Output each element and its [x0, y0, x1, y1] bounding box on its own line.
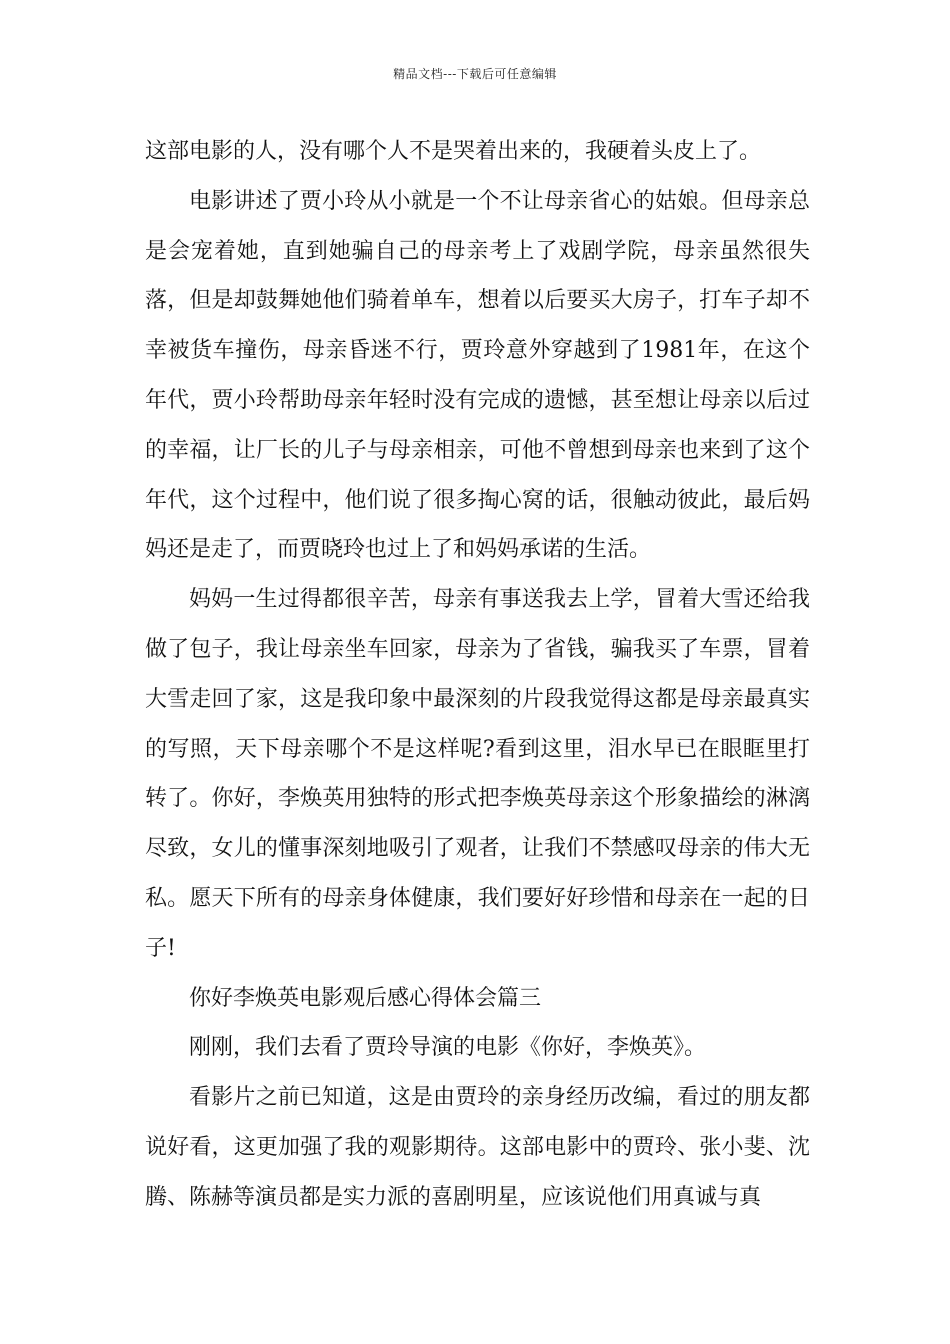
paragraph-plot-summary: 电影讲述了贾小玲从小就是一个不让母亲省心的姑娘。但母亲总是会宠着她，直到她骗自己的母亲考上了戏剧学院，母亲虽然很失落，但是却鼓舞她他们骑着单车，想着以后要买大房子，打车子却不幸被货车撞伤，母亲昏迷不行，贾玲意外穿越到了1981年，在这个年代，贾小玲帮助母亲年轻时没有完成的遗憾，甚至想让母亲以后过的幸福，让厂长的儿子与母亲相亲，可他不曾想到母亲也来到了这个年代，这个过程中，他们说了很多掏心窝的话，很触动彼此，最后妈妈还是走了，而贾晓玲也过上了和妈妈承诺的生活。: [145, 188, 810, 563]
paragraph-continuation: 这部电影的人，没有哪个人不是哭着出来的，我硬着头皮上了。: [145, 139, 762, 164]
page-header: 精品文档---下载后可任意编辑: [393, 67, 557, 81]
document-body: [145, 127, 810, 1223]
section-heading: 你好李焕英电影观后感心得体会篇三: [189, 985, 542, 1011]
paragraph-expectation: 看影片之前已知道，这是由贾玲的亲身经历改编，看过的朋友都说好看，这更加强了我的观影期待。这部电影中的贾玲、张小斐、沈腾、陈赫等演员都是实力派的喜剧明星，应该说他们用真诚与真: [145, 1085, 810, 1210]
paragraph-mother-memory: 妈妈一生过得都很辛苦，母亲有事送我去上学，冒着大雪还给我做了包子，我让母亲坐车回家，母亲为了省钱，骗我买了车票，冒着大雪走回了家，这是我印象中最深刻的片段我觉得这都是母亲最真实的写照，天下母亲哪个不是这样呢?看到这里，泪水早已在眼眶里打转了。你好，李焕英用独特的形式把李焕英母亲这个形象描绘的淋漓尽致，女儿的懂事深刻地吸引了观者，让我们不禁感叹母亲的伟大无私。愿天下所有的母亲身体健康，我们要好好珍惜和母亲在一起的日子!: [145, 587, 810, 961]
paragraph-intro: 刚刚，我们去看了贾玲导演的电影《你好，李焕英》。: [189, 1035, 707, 1061]
